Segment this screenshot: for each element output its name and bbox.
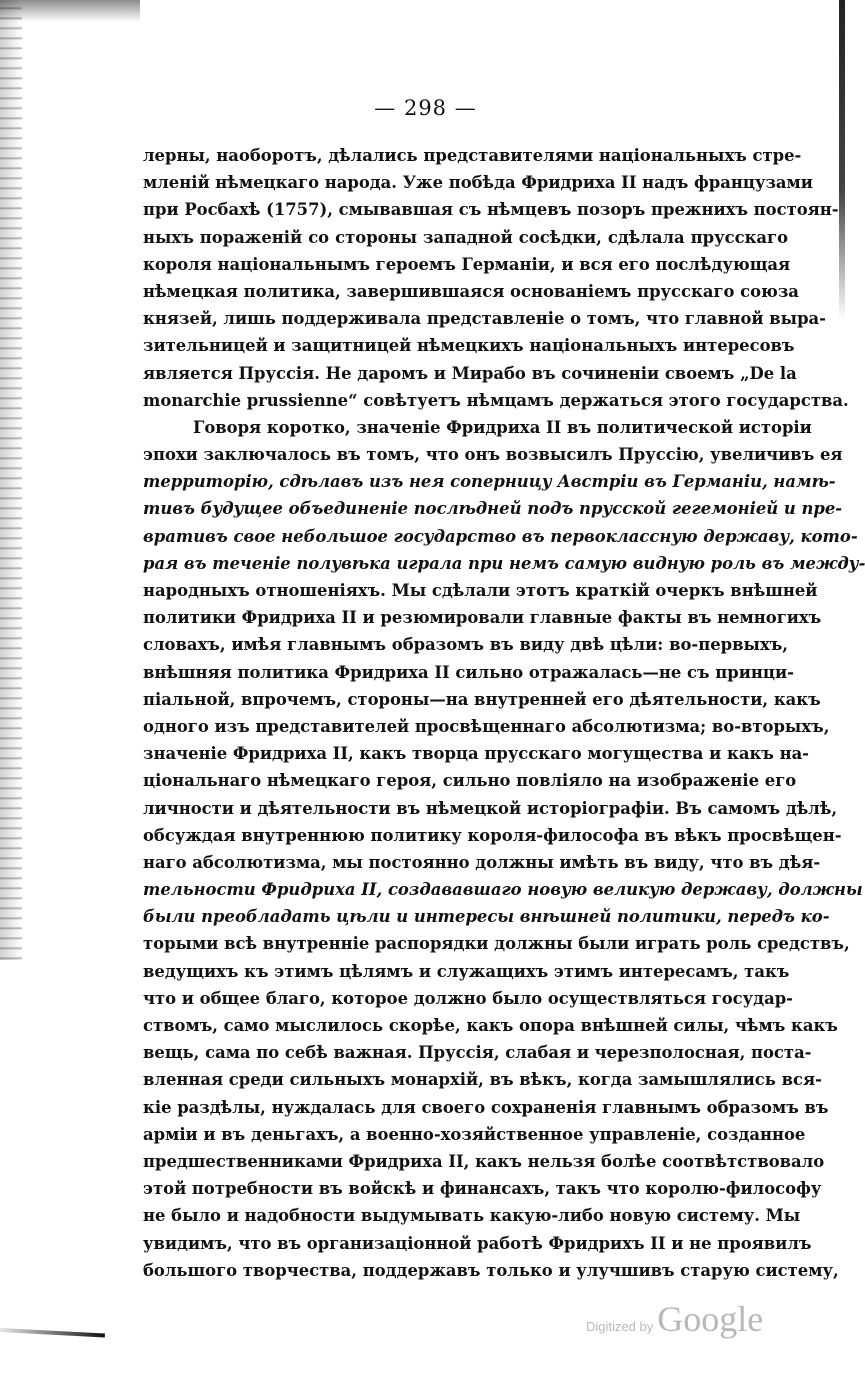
text-line: князей, лишь поддерживала представленіе о томъ, что главной выра- (143, 309, 826, 329)
text-line: нѣмецкая политика, завершившаяся основаніемъ прусскаго союза (143, 281, 799, 301)
scan-mark-bottom-left (0, 1328, 105, 1337)
text-line-italic: территорію, сдѣлавъ изъ нея соперницу Австріи въ Германіи, намѣ- (143, 472, 836, 492)
text-line: арміи и въ деньгахъ, а военно-хозяйственное управленіе, созданное (143, 1124, 806, 1144)
text-line-italic: рая въ теченіе полувѣка играла при немъ самую видную роль въ между- (143, 553, 865, 573)
text-line-italic: тивъ будущее объединеніе послѣдней подъ прусской гегемоніей и пре- (143, 499, 843, 519)
text-line: мленій нѣмецкаго народа. Уже побѣда Фридриха II надъ французами (143, 173, 813, 193)
text-line: предшественниками Фридриха II, какъ нельзя болѣе соотвѣтствовало (143, 1151, 825, 1171)
text-line: обсуждая внутреннюю политику короля-философа въ вѣкъ просвѣщен- (143, 825, 842, 845)
page-number: — 298 — (374, 96, 477, 120)
text-line: ствомъ, само мыслилось скорѣе, какъ опора внѣшней силы, чѣмъ какъ (143, 1016, 838, 1035)
google-logo: Google (657, 1299, 764, 1339)
text-line-italic: были преобладать цѣли и интересы внѣшней политики, передъ ко- (143, 907, 830, 927)
text-line: этой потребности въ войскѣ и финансахъ, такъ что королю-философу (143, 1179, 822, 1199)
text-line: зительницей и защитницей нѣмецкихъ національныхъ интересовъ (143, 336, 795, 356)
digitized-watermark (586, 1298, 763, 1340)
text-line: значеніе Фридриха II, какъ творца прусскаго могущества и какъ на- (143, 744, 809, 764)
text-line: ведущихъ къ этимъ цѣлямъ и служащихъ этимъ интересамъ, такъ (143, 961, 790, 981)
text-line: monarchie prussienne“ совѣтуетъ нѣмцамъ держаться этого государства. (143, 390, 849, 410)
text-line: ныхъ пораженій со стороны западной сосѣдки, сдѣлала прусскаго (143, 227, 788, 247)
text-line: эпохи заключалось въ томъ, что онъ возвысилъ Пруссію, увеличивъ ея (143, 445, 843, 465)
scan-edge-left (0, 0, 22, 960)
text-line: что и общее благо, которое должно было осуществляться государ- (143, 988, 793, 1008)
watermark-prefix: Digitized by (586, 1319, 654, 1334)
text-line: народныхъ отношеніяхъ. Мы сдѣлали этотъ краткій очеркъ внѣшней (143, 581, 818, 600)
scan-edge-right (839, 0, 845, 320)
text-line: наго абсолютизма, мы постоянно должны имѣть въ виду, что въ дѣя- (143, 852, 821, 872)
text-line: политики Фридриха II и резюмировали главные факты въ немногихъ (143, 608, 822, 628)
text-line: словахъ, имѣя главнымъ образомъ въ виду двѣ цѣли: во-первыхъ, (143, 635, 788, 655)
paragraph-start: Говоря коротко, значеніе Фридриха II въ политической исторіи (193, 417, 812, 437)
text-line: одного изъ представителей просвѣщеннаго абсолютизма; во-вторыхъ, (143, 716, 830, 736)
text-line-italic: тельности Фридриха II, создававшаго новую великую державу, должны (143, 880, 863, 900)
text-line: короля національнымъ героемъ Германіи, и вся его послѣдующая (143, 254, 791, 274)
text-line: внѣшняя политика Фридриха II сильно отражалась—не съ принци- (143, 662, 794, 682)
text-line: ціональнаго нѣмецкаго героя, сильно повліяло на изображеніе его (143, 771, 797, 791)
text-line: является Пруссія. Не даромъ и Мирабо въ сочиненіи своемъ „De la (143, 363, 797, 383)
text-line: при Росбахѣ (1757), смывавшая съ нѣмцевъ позоръ прежнихъ постоян- (143, 200, 839, 220)
text-line: не было и надобности выдумывать какую-либо новую систему. Мы (143, 1206, 801, 1226)
text-line: вещь, сама по себѣ важная. Пруссія, слабая и черезполосная, поста- (143, 1043, 812, 1063)
text-line: личности и дѣятельности въ нѣмецкой исторіографіи. Въ самомъ дѣлѣ, (143, 798, 838, 818)
text-line: піальной, впрочемъ, стороны—на внутренней его дѣятельности, какъ (143, 689, 821, 709)
body-text (143, 142, 865, 1284)
text-line-italic: вративъ свое небольшое государство въ первоклассную державу, кото- (143, 526, 858, 546)
text-line: торыми всѣ внутренніе распорядки должны были играть роль средствъ, (143, 934, 850, 954)
text-line: вленная среди сильныхъ монархій, въ вѣкъ, когда замышлялись вся- (143, 1070, 822, 1090)
text-line: лерны, наоборотъ, дѣлались представителями національныхъ стре- (143, 146, 802, 165)
text-line: увидимъ, что въ организаціонной работѣ Фридрихъ II и не проявилъ (143, 1233, 812, 1253)
text-line: большого творчества, поддержавъ только и улучшивъ старую систему, (143, 1260, 839, 1280)
text-line: кіе раздѣлы, нуждалась для своего сохраненія главнымъ образомъ въ (143, 1097, 829, 1117)
